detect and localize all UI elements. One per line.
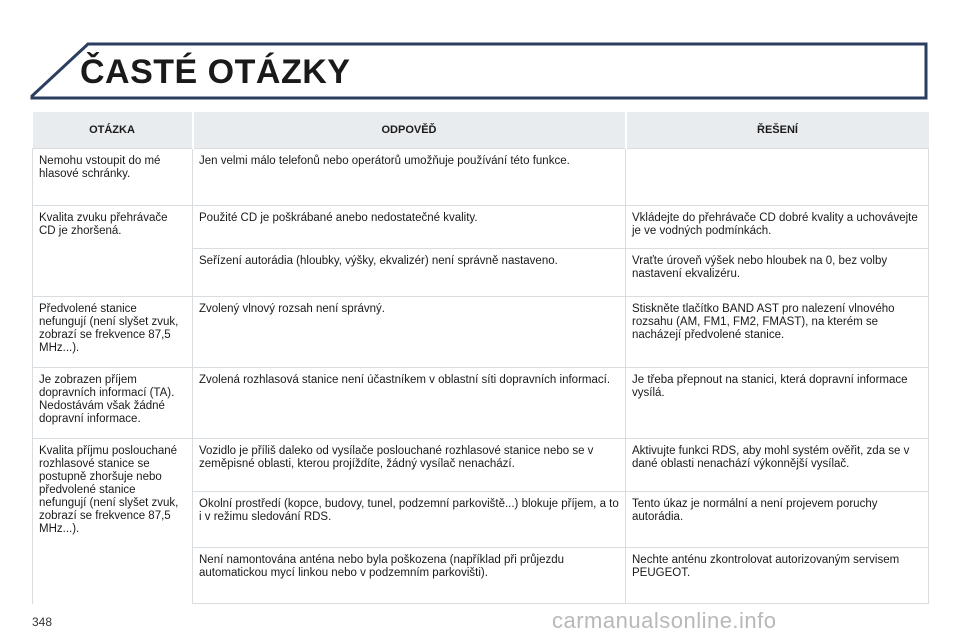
- answer-cell: Není namontována anténa nebo byla poškozena (například při průjezdu automatickou mycí linkou nebo v podzemním parkovišti).: [193, 548, 626, 604]
- column-header-answer: ODPOVĚĎ: [193, 112, 626, 149]
- table-header-row: [33, 112, 929, 149]
- solution-cell: Nechte anténu zkontrolovat autorizovaným servisem PEUGEOT.: [626, 548, 929, 604]
- page-title: ČASTÉ OTÁZKY: [80, 53, 351, 91]
- solution-cell: [626, 149, 929, 206]
- question-cell: Je zobrazen příjem dopravních informací (TA). Nedostávám však žádné dopravní informace.: [33, 368, 193, 439]
- watermark: carmanualsonline.info: [552, 608, 777, 633]
- question-cell: Kvalita zvuku přehrávače CD je zhoršená.: [33, 206, 193, 297]
- table-row: [33, 206, 929, 249]
- solution-cell: Aktivujte funkci RDS, aby mohl systém ověřit, zda se v dané oblasti nenachází výkonnější vysílač.: [626, 439, 929, 492]
- solution-cell: Tento úkaz je normální a není projevem poruchy autorádia.: [626, 492, 929, 548]
- page-number: 348: [32, 615, 53, 629]
- table-row: [33, 368, 929, 439]
- column-header-question: OTÁZKA: [33, 112, 193, 149]
- question-cell: Předvolené stanice nefungují (není slyšet zvuk, zobrazí se frekvence 87,5 MHz...).: [33, 297, 193, 368]
- answer-cell: Vozidlo je příliš daleko od vysílače poslouchané rozhlasové stanice nebo se v zeměpisné oblasti, kterou projíždíte, žádný vysílač nenachází.: [193, 439, 626, 492]
- answer-cell: Zvolený vlnový rozsah není správný.: [193, 297, 626, 368]
- answer-cell: Použité CD je poškrábané anebo nedostatečné kvality.: [193, 206, 626, 249]
- faq-table: [32, 112, 929, 604]
- question-cell: Kvalita příjmu poslouchané rozhlasové stanice se postupně zhoršuje nebo předvolené stanice nefungují (není slyšet zvuk, zobrazí se frekvence 87,5 MHz...).: [33, 439, 193, 604]
- table-row: [33, 439, 929, 492]
- solution-cell: Vkládejte do přehrávače CD dobré kvality a uchovávejte je ve vodných podmínkách.: [626, 206, 929, 249]
- answer-cell: Seřízení autorádia (hloubky, výšky, ekvalizér) není správně nastaveno.: [193, 249, 626, 297]
- answer-cell: Jen velmi málo telefonů nebo operátorů umožňuje používání této funkce.: [193, 149, 626, 206]
- table-row: [33, 297, 929, 368]
- answer-cell: Zvolená rozhlasová stanice není účastníkem v oblastní síti dopravních informací.: [193, 368, 626, 439]
- solution-cell: Vraťte úroveň výšek nebo hloubek na 0, bez volby nastavení ekvalizéru.: [626, 249, 929, 297]
- page-header: [0, 0, 960, 110]
- answer-cell: Okolní prostředí (kopce, budovy, tunel, podzemní parkoviště...) blokuje příjem, a to i v režimu sledování RDS.: [193, 492, 626, 548]
- question-cell: Nemohu vstoupit do mé hlasové schránky.: [33, 149, 193, 206]
- solution-cell: Je třeba přepnout na stanici, která dopravní informace vysílá.: [626, 368, 929, 439]
- column-header-solution: ŘEŠENÍ: [626, 112, 929, 149]
- solution-cell: Stiskněte tlačítko BAND AST pro nalezení vlnového rozsahu (AM, FM1, FM2, FMAST), na kterém se nacházejí předvolené stanice.: [626, 297, 929, 368]
- table-row: [33, 149, 929, 206]
